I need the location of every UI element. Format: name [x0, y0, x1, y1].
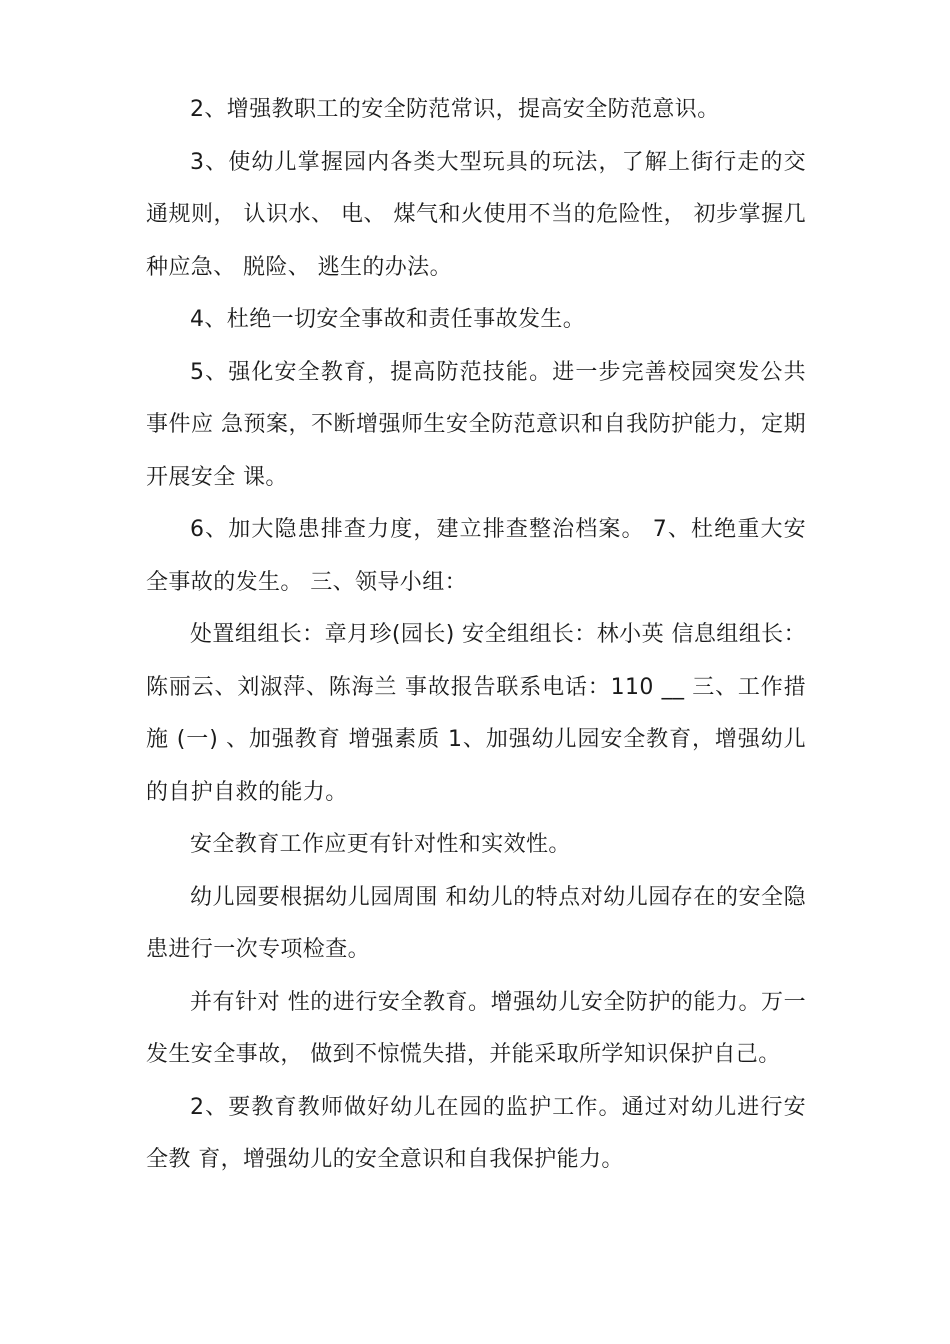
paragraph-goal-6-7: 6、加大隐患排查力度，建立排查整治档案。 7、杜绝重大安全事故的发生。 三、领导小组： [146, 517, 806, 595]
paragraph-goal-2: 2、增强教职工的安全防范常识，提高安全防范意识。 [190, 97, 720, 122]
paragraph-goal-3: 3、使幼儿掌握园内各类大型玩具的玩法，了解上街行走的交通规则， 认识水、 电、 煤气和火使用不当的危险性， 初步掌握几种应急、 脱险、 逃生的办法。 [146, 149, 806, 280]
paragraph-protection-ability: 并有针对 性的进行安全教育。增强幼儿安全防护的能力。万一发生安全事故， 做到不惊慌失措，并能采取所学知识保护自己。 [146, 989, 806, 1067]
document-body [146, 84, 806, 1187]
paragraph-targeted-education: 安全教育工作应更有针对性和实效性。 [190, 832, 571, 857]
paragraph-goal-4: 4、杜绝一切安全事故和责任事故发生。 [190, 307, 586, 332]
paragraph-hazard-inspection: 幼儿园要根据幼儿园周围 和幼儿的特点对幼儿园存在的安全隐患进行一次专项检查。 [146, 884, 806, 962]
paragraph-leadership-group: 处置组组长：章月珍(园长) 安全组组长：林小英 信息组组长：陈丽云、刘淑萍、陈海兰 事故报告联系电话：110 __ 三、工作措施 (一) 、加强教育 增强素质 1、加强幼儿园安全教育，增强幼儿的自护自救的能力。 [146, 622, 806, 805]
paragraph-teacher-supervision: 2、要教育教师做好幼儿在园的监护工作。通过对幼儿进行安全教 育，增强幼儿的安全意识和自我保护能力。 [146, 1094, 806, 1172]
paragraph-goal-5: 5、强化安全教育，提高防范技能。进一步完善校园突发公共事件应 急预案，不断增强师生安全防范意识和自我防护能力，定期开展安全 课。 [146, 359, 806, 490]
